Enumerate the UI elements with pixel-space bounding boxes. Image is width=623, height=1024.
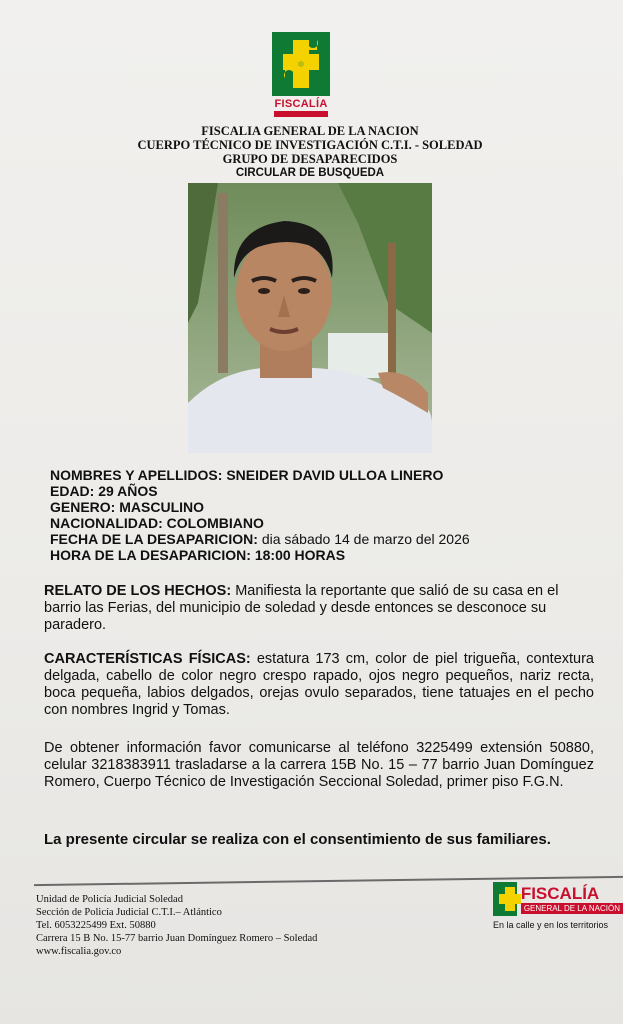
time-label: HORA DE LA DESAPARICION: — [50, 547, 251, 563]
time-row — [50, 547, 590, 563]
gender-row — [50, 499, 590, 515]
time-value: 18:00 HORAS — [254, 547, 346, 563]
name-row — [50, 467, 590, 483]
nationality-value: COLOMBIANO — [166, 515, 264, 531]
physical-traits-paragraph — [44, 651, 594, 719]
facts-paragraph — [44, 583, 594, 634]
footer-website: www.fiscalia.gov.co — [36, 946, 122, 957]
header-line-1: FISCALIA GENERAL DE LA NACION — [201, 124, 419, 138]
document-header — [60, 124, 560, 180]
nationality-row — [50, 515, 590, 531]
name-value: SNEIDER DAVID ULLOA LINERO — [226, 467, 444, 483]
footer-logo-band: GENERAL DE LA NACIÓN — [521, 903, 623, 914]
facts-text: Manifiesta la reportante que salió de su casa en el barrio las Ferias, del municipio de soledad y desde entonces se desconoce su paradero. — [44, 583, 559, 633]
logo-wordmark: FISCALÍA — [274, 98, 328, 110]
person-info — [50, 467, 590, 563]
physical-traits-text: estatura 173 cm, color de piel trigueña, contextura delgada, cabello de color negro crespo rapado, ojos negro pequeños, nariz recta, boca pequeña, labios delgados, orejas ovulo separados, tiene tatuajes en el pecho con nombres Ingrid y Tomas. — [44, 651, 594, 718]
physical-traits-label: CARACTERÍSTICAS FÍSICAS: — [44, 651, 251, 667]
footer-puzzle-icon — [493, 882, 517, 916]
footer-line-1: Unidad de Policía Judicial Soledad — [36, 894, 183, 905]
header-line-3: GRUPO DE DESAPARECIDOS — [222, 152, 398, 166]
footer-logo-wordmark: FISCALÍA — [520, 883, 600, 903]
age-label: EDAD: — [50, 483, 95, 499]
name-label: NOMBRES Y APELLIDOS: — [50, 467, 223, 483]
footer-line-3: Tel. 6053225499 Ext. 50880 — [36, 920, 156, 931]
header-line-2: CUERPO TÉCNICO DE INVESTIGACIÓN C.T.I. - SOLEDAD — [137, 138, 483, 152]
age-value: 29 AÑOS — [98, 483, 158, 499]
gender-label: GENERO: — [50, 499, 116, 515]
footer-address — [36, 893, 396, 958]
date-value: dia sábado 14 de marzo del 2026 — [261, 531, 470, 547]
facts-label: RELATO DE LOS HECHOS: — [44, 583, 232, 599]
nationality-label: NACIONALIDAD: — [50, 515, 163, 531]
missing-person-photo — [188, 183, 432, 453]
age-row — [50, 483, 590, 499]
header-line-4: CIRCULAR DE BUSQUEDA — [235, 167, 385, 179]
contact-paragraph: De obtener información favor comunicarse al teléfono 3225499 extensión 50880, celular 3218383911 trasladarse a la carrera 15B No. 15 – 77 barrio Juan Domínguez Romero, Cuerpo Técnico de Investigación Seccional Soledad, primer piso F.G.N. — [44, 740, 594, 790]
puzzle-piece-icon — [272, 32, 330, 96]
gender-value: MASCULINO — [119, 499, 205, 515]
fiscalia-logo — [272, 32, 330, 117]
logo-red-strip — [274, 111, 328, 117]
footer-fiscalia-logo — [493, 882, 623, 930]
footer-line-4: Carrera 15 B No. 15-77 barrio Juan Domínguez Romero – Soledad — [36, 933, 318, 944]
footer-line-2: Sección de Policía Judicial C.T.I.– Atlántico — [36, 907, 222, 918]
date-row — [50, 531, 590, 547]
footer-logo-slogan: En la calle y en los territorios — [493, 920, 609, 930]
consent-statement: La presente circular se realiza con el consentimiento de sus familiares. — [44, 831, 551, 848]
date-label: FECHA DE LA DESAPARICION: — [50, 531, 258, 547]
